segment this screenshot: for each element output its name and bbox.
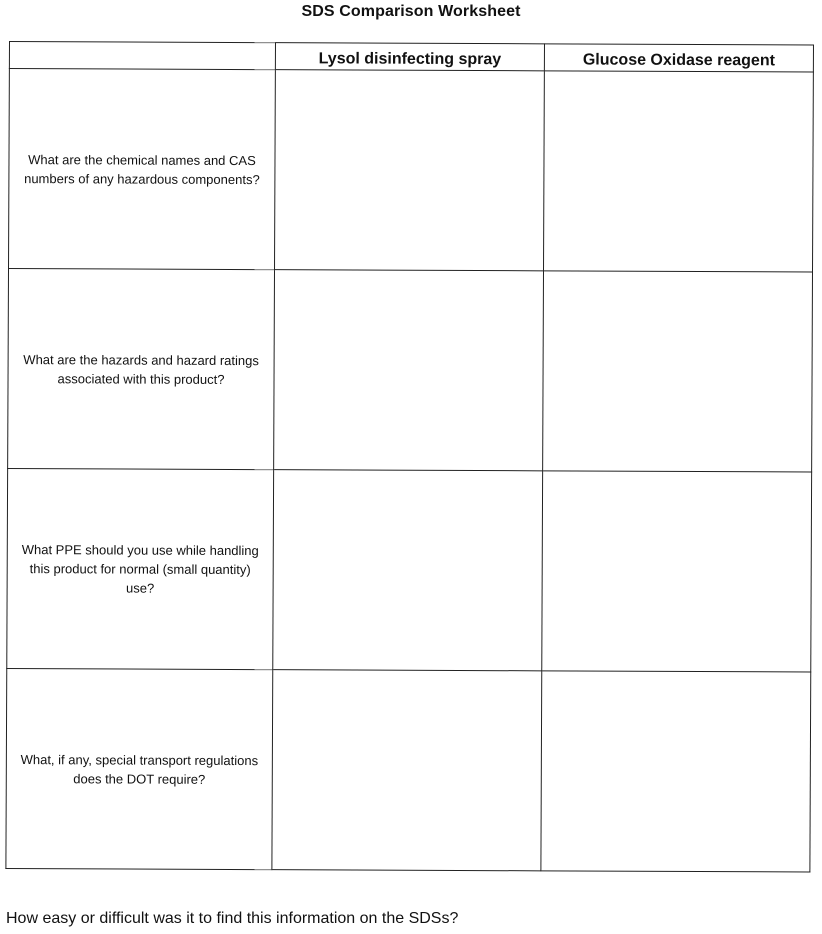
- answer-cell-lysol[interactable]: [273, 470, 543, 671]
- comparison-table: [5, 41, 814, 873]
- table-row: [6, 668, 811, 872]
- question-cell-ppe: What PPE should you use while handling this product for normal (small quantity) use?: [7, 468, 274, 669]
- footer-question: How easy or difficult was it to find this information on the SDSs?: [6, 910, 459, 927]
- header-cell-glucose-oxidase: Glucose Oxidase reagent: [544, 44, 813, 72]
- answer-cell-lysol[interactable]: [275, 70, 545, 271]
- answer-cell-glucose-oxidase[interactable]: [542, 471, 812, 672]
- table-row: [9, 69, 814, 273]
- table-row: [7, 468, 812, 672]
- header-cell-blank: [9, 42, 275, 70]
- header-cell-lysol: Lysol disinfecting spray: [275, 43, 544, 71]
- worksheet-title: SDS Comparison Worksheet: [301, 3, 521, 20]
- table-row: [8, 269, 813, 473]
- header-row: [9, 42, 813, 73]
- answer-cell-lysol[interactable]: [274, 270, 544, 471]
- answer-cell-glucose-oxidase[interactable]: [543, 271, 813, 472]
- question-cell-hazards: What are the hazards and hazard ratings associated with this product?: [8, 269, 275, 470]
- question-cell-transport: What, if any, special transport regulations does the DOT require?: [6, 668, 273, 869]
- question-cell-chemical-names: What are the chemical names and CAS numbers of any hazardous components?: [9, 69, 276, 270]
- answer-cell-glucose-oxidase[interactable]: [544, 71, 814, 272]
- answer-cell-glucose-oxidase[interactable]: [541, 671, 811, 872]
- answer-cell-lysol[interactable]: [272, 670, 542, 871]
